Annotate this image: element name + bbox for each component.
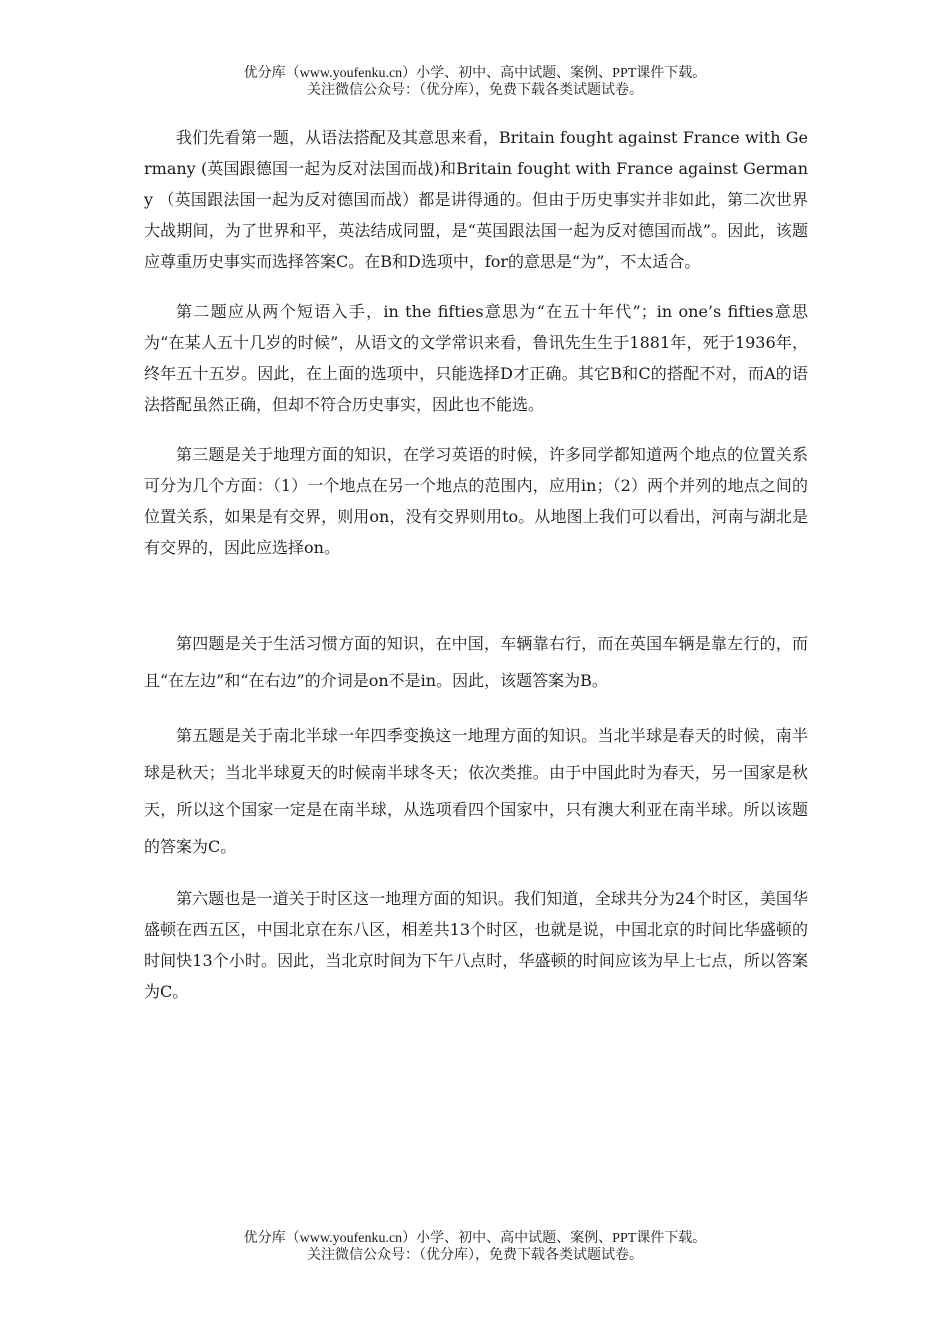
page-footer <box>0 1230 950 1264</box>
footer-line-1: 优分库（www.youfenku.cn）小学、初中、高中试题、案例、PPT课件下载。 <box>243 1231 707 1246</box>
paragraph-6: 第六题也是一道关于时区这一地理方面的知识。我们知道，全球共分为24个时区，美国华盛顿在西五区，中国北京在东八区，相差共13个时区，也就是说，中国北京的时间比华盛顿的时间快13个小时。因此，当北京时间为下午八点时，华盛顿的时间应该为早上七点，所以答案为C。 <box>144 889 808 1001</box>
header-line-2: 关注微信公众号：（优分库），免费下载各类试题试卷。 <box>307 83 643 98</box>
paragraph-4: 第四题是关于生活习惯方面的知识，在中国，车辆靠右行，而在英国车辆是靠左行的，而且“在左边”和“在右边”的介词是on不是in。因此，该题答案为B。 <box>144 634 808 690</box>
page-header <box>0 65 950 99</box>
paragraph-5: 第五题是关于南北半球一年四季变换这一地理方面的知识。当北半球是春天的时候，南半球是秋天；当北半球夏天的时候南半球冬天；依次类推。由于中国此时为春天，另一国家是秋天，所以这个国家一定是在南半球，从选项看四个国家中，只有澳大利亚在南半球。所以该题的答案为C。 <box>144 726 808 856</box>
footer-line-2: 关注微信公众号：（优分库），免费下载各类试题试卷。 <box>307 1248 643 1263</box>
paragraph-2: 第二题应从两个短语入手，in the fifties意思为“在五十年代”；in one’s fifties意思为“在某人五十几岁的时候”，从语文的文学常识来看，鲁讯先生生于1881年，死于1936年，终年五十五岁。因此，在上面的选项中，只能选择D才正确。其它B和C的搭配不对，而A的语法搭配虽然正确，但却不符合历史事实，因此也不能选。 <box>144 302 808 414</box>
paragraph-3: 第三题是关于地理方面的知识，在学习英语的时候，许多同学都知道两个地点的位置关系可分为几个方面：（1）一个地点在另一个地点的范围内，应用in；（2）两个并列的地点之间的位置关系，如果是有交界，则用on，没有交界则用to。从地图上我们可以看出，河南与湖北是有交界的，因此应选择on。 <box>144 445 808 557</box>
body-content <box>144 122 808 1007</box>
header-line-1: 优分库（www.youfenku.cn）小学、初中、高中试题、案例、PPT课件下载。 <box>243 66 707 81</box>
paragraph-1: 我们先看第一题，从语法搭配及其意思来看，Britain fought against France with Germany (英国跟德国一起为反对法国而战)和Britain fought with France against Germany （英国跟法国一起为反对德国而战）都是讲得通的。但由于历史事实并非如此，第二次世界大战期间，为了世界和平，英法结成同盟，是“英国跟法国一起为反对德国而战”。因此，该题应尊重历史事实而选择答案C。在B和D选项中，for的意思是“为”，不太适合。 <box>144 128 808 271</box>
